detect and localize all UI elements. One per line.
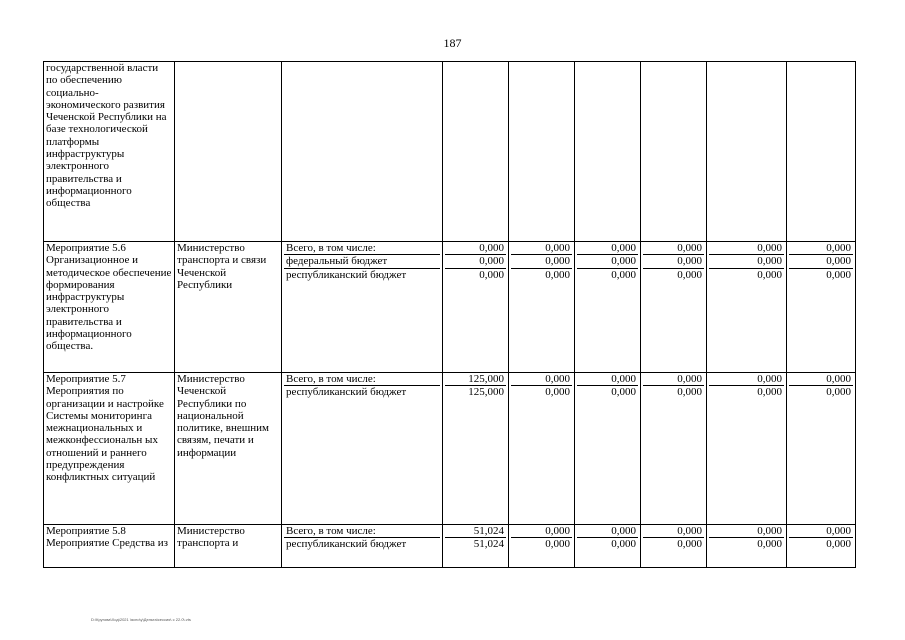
amount-value: 0,000 (479, 268, 504, 281)
funding-source-label: федеральный бюджет (284, 255, 440, 268)
table-row (44, 62, 856, 242)
amount-value: 0,000 (577, 373, 638, 386)
amount-cell (707, 62, 787, 242)
amount-value: 0,000 (709, 525, 784, 538)
amount-value: 0,000 (445, 242, 506, 255)
amount-value: 0,000 (577, 242, 638, 255)
amount-cell (509, 373, 575, 525)
page-number: 187 (443, 36, 462, 50)
amount-value: 0,000 (789, 373, 853, 386)
activity-cell: государственной власти по обеспечению социально-экономического развития Чеченской Республики на базе технологической платформы инфраструктуры электронного правительства и информационного общества (44, 62, 175, 242)
amount-value: 0,000 (545, 538, 570, 551)
amount-value: 125,000 (445, 373, 506, 386)
funding-source-label: республиканский бюджет (286, 386, 407, 399)
amount-cell (509, 62, 575, 242)
amount-cell (787, 525, 856, 568)
amount-value: 0,000 (757, 268, 782, 281)
activity-cell: Мероприятие 5.6 Организационное и методическое обеспечение формирования инфраструктуры электронного правительства и информационного общества. (44, 242, 175, 373)
executor-cell: Министерство Чеченской Республики по национальной политике, внешним связям, печати и информации (175, 373, 282, 525)
activity-cell: Мероприятие 5.8 Мероприятие Средства из (44, 525, 175, 568)
activity-cell: Мероприятие 5.7 Мероприятия по организации и настройке Системы мониторинга межнациональных и межконфессиональн ых отношений и раннего предупреждения конфликтных ситуаций (44, 373, 175, 525)
funding-source-cell (282, 242, 443, 373)
funding-source-label: Всего, в том числе: (284, 373, 440, 386)
table-row (44, 242, 856, 373)
amount-cell (707, 525, 787, 568)
amount-cell (787, 242, 856, 373)
amount-cell (575, 62, 641, 242)
amount-cell (787, 373, 856, 525)
amount-value: 0,000 (545, 268, 570, 281)
amount-value: 0,000 (677, 386, 702, 399)
amount-value: 0,000 (643, 242, 704, 255)
amount-value: 0,000 (511, 525, 572, 538)
amount-cell (707, 242, 787, 373)
amount-value: 0,000 (826, 538, 851, 551)
amount-value: 0,000 (757, 538, 782, 551)
funding-source-label: Всего, в том числе: (284, 525, 440, 538)
amount-cell (443, 62, 509, 242)
amount-value: 0,000 (789, 242, 853, 255)
amount-cell (707, 373, 787, 525)
amount-value: 0,000 (709, 373, 784, 386)
amount-cell (641, 242, 707, 373)
table-row (44, 373, 856, 525)
executor-cell (175, 62, 282, 242)
amount-cell (575, 525, 641, 568)
amount-cell (509, 525, 575, 568)
amount-value: 0,000 (445, 255, 506, 268)
amount-value: 0,000 (677, 268, 702, 281)
amount-value: 0,000 (611, 268, 636, 281)
funding-source-label: Всего, в том числе: (284, 242, 440, 255)
funding-source-label: республиканский бюджет (286, 538, 407, 551)
funding-source-cell (282, 525, 443, 568)
amount-value: 51,024 (445, 525, 506, 538)
amount-value: 0,000 (643, 255, 704, 268)
amount-value: 0,000 (611, 538, 636, 551)
amount-cell (575, 242, 641, 373)
amount-cell (641, 62, 707, 242)
amount-value: 0,000 (511, 255, 572, 268)
amount-value: 0,000 (643, 525, 704, 538)
amount-value: 0,000 (545, 386, 570, 399)
amount-value: 0,000 (826, 268, 851, 281)
budget-table (43, 61, 856, 568)
amount-value: 0,000 (709, 242, 784, 255)
amount-value: 0,000 (789, 525, 853, 538)
amount-cell (641, 525, 707, 568)
amount-cell (443, 242, 509, 373)
amount-value: 0,000 (577, 525, 638, 538)
amount-cell (443, 373, 509, 525)
executor-cell: Министерство транспорта и связи Чеченской Республики (175, 242, 282, 373)
amount-cell (641, 373, 707, 525)
amount-value: 0,000 (577, 255, 638, 268)
funding-source-cell (282, 373, 443, 525)
amount-value: 0,000 (511, 373, 572, 386)
amount-value: 51,024 (473, 538, 504, 551)
funding-source-cell (282, 62, 443, 242)
amount-value: 0,000 (511, 242, 572, 255)
amount-cell (509, 242, 575, 373)
amount-cell (575, 373, 641, 525)
amount-value: 0,000 (677, 538, 702, 551)
amount-value: 0,000 (643, 373, 704, 386)
amount-cell (787, 62, 856, 242)
table-row (44, 525, 856, 568)
amount-value: 0,000 (826, 386, 851, 399)
file-path-footer: D:\Кругова\Ход\2021 \ясно\у\Дельта\сессия\ с 22.0\.vts (91, 617, 191, 622)
funding-source-label: республиканский бюджет (286, 268, 407, 281)
amount-value: 0,000 (757, 386, 782, 399)
amount-value: 0,000 (709, 255, 784, 268)
executor-cell: Министерство транспорта и (175, 525, 282, 568)
amount-value: 0,000 (611, 386, 636, 399)
amount-value: 125,000 (468, 386, 504, 399)
amount-value: 0,000 (789, 255, 853, 268)
amount-cell (443, 525, 509, 568)
